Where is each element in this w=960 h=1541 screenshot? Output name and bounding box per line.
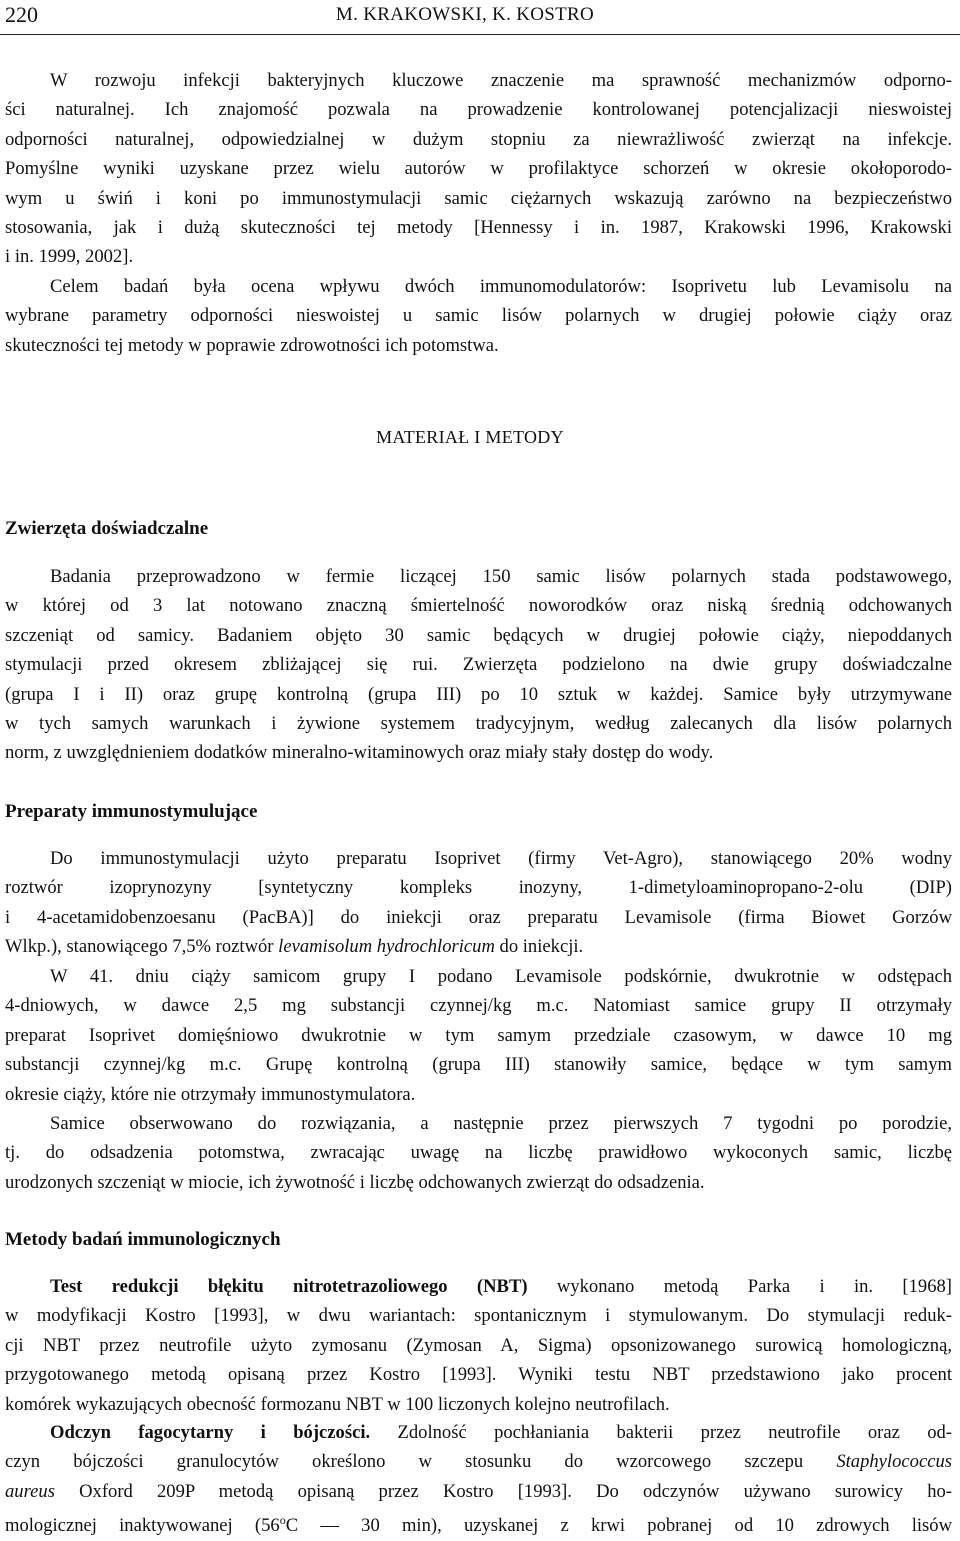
- intro-paragraph-1: [5, 66, 952, 272]
- degree-superscript: o: [279, 1513, 286, 1528]
- preparations-paragraph-1: [5, 844, 952, 962]
- text-line: Badania przeprowadzono w fermie liczącej 150 samic lisów polarnych stada podstawowego,: [50, 566, 952, 587]
- preparations-paragraph-2: [5, 962, 952, 1109]
- text-line: i in. 1999, 2002].: [5, 246, 134, 268]
- text-line: cji NBT przez neutrofile użyto zymosanu (Zymosan A, Sigma) opsonizowanego surowicą homologiczną,: [5, 1334, 952, 1356]
- text-line: preparat Isoprivet domięśniowo dwukrotnie w tym samym przedziale czasowym, w dawce 10 mg: [5, 1024, 952, 1046]
- text-line: stymulacji przed okresem zbliżającej się rui. Zwierzęta podzielono na dwie grupy doświadczalne: [5, 654, 952, 676]
- nbt-paragraph: [5, 1272, 952, 1419]
- heading-animals: Zwierzęta doświadczalne: [5, 518, 209, 539]
- text-run: Zdolność pochłaniania bakterii przez neutrofile oraz od-: [370, 1422, 952, 1443]
- text-run: Wlkp.), stanowiącego 7,5% roztwór: [5, 936, 279, 958]
- text-line: Pomyślne wyniki uzyskane przez wielu autorów w profilaktyce schorzeń w okresie okołoporodo-: [5, 158, 952, 180]
- text-run: czyn bójczości granulocytów określono w stosunku do wzorcowego szczepu: [5, 1451, 837, 1473]
- text-line: [5, 1418, 952, 1447]
- phagocytosis-paragraph: [5, 1418, 952, 1541]
- text-line: norm, z uwzględnieniem dodatków mineralno-witaminowych oraz miały stały dostęp do wody.: [5, 742, 714, 764]
- text-line: [5, 932, 952, 961]
- text-line: Celem badań była ocena wpływu dwóch immunomodulatorów: Isoprivetu lub Levamisolu na: [50, 276, 952, 297]
- preparations-paragraph-3: [5, 1109, 952, 1197]
- text-line: (grupa I i II) oraz grupę kontrolną (grupa III) po 10 sztuk w każdej. Samice były utrzymywane: [5, 683, 952, 705]
- animals-paragraph: [5, 562, 952, 768]
- text-line: okresie ciąży, które nie otrzymały immunostymulatora.: [5, 1083, 416, 1105]
- heading-methods: Metody badań immunologicznych: [5, 1229, 281, 1250]
- section-title: MATERIAŁ I METODY: [376, 427, 564, 447]
- text-line: Samice obserwowano do rozwiązania, a następnie przez pierwszych 7 tygodni po porodzie,: [50, 1113, 952, 1134]
- italic-term: levamisolum hydrochloricum: [278, 936, 495, 958]
- text-line: 4-dniowych, w dawce 2,5 mg substancji czynnej/kg m.c. Natomiast samice grupy II otrzymały: [5, 995, 952, 1017]
- text-run: Oxford 209P metodą opisaną przez Kostro [1993]. Do odczynów używano surowicy ho-: [54, 1480, 952, 1502]
- text-line: W rozwoju infekcji bakteryjnych kluczowe znaczenie ma sprawność mechanizmów odporno-: [50, 70, 952, 91]
- phagocytosis-title: Odczyn fagocytarny i bójczości.: [50, 1422, 371, 1443]
- intro-paragraph-2: [5, 272, 952, 360]
- page-number: 220: [5, 2, 38, 27]
- text-line: przygotowanego metodą opisaną przez Kostro [1993]. Wyniki testu NBT przedstawiono jako procent: [5, 1364, 952, 1386]
- text-line: roztwór izoprynozyny [syntetyczny kompleks inozyny, 1-dimetyloaminopropano-2-olu (DIP): [5, 877, 952, 899]
- text-line: substancji czynnej/kg m.c. Grupę kontrolną (grupa III) stanowiły samice, będące w tym samym: [5, 1054, 952, 1076]
- text-line: stosowania, jak i dużą skuteczności tej metody [Hennessy i in. 1987, Krakowski 1996, Krakowski: [5, 217, 952, 239]
- text-line: ści naturalnej. Ich znajomość pozwala na prowadzenie kontrolowanej potencjalizacji nieswoistej: [5, 99, 952, 121]
- nbt-test-title: Test redukcji błękitu nitrotetrazoliowego (NBT): [50, 1276, 528, 1297]
- text-line: komórek wykazujących obecność formozanu NBT w 100 liczonych kolejno neutrofilach.: [5, 1393, 670, 1415]
- heading-preparations: Preparaty immunostymulujące: [5, 801, 258, 822]
- text-run: mologicznej inaktywowanej (56: [5, 1515, 280, 1537]
- running-header: [5, 0, 955, 30]
- text-line: [5, 1447, 952, 1476]
- text-line: [5, 1506, 952, 1541]
- header-rule: [0, 34, 960, 35]
- text-line: odporności naturalnej, odpowiedzialnej w dużym stopniu za niewrażliwość zwierząt na infekcje.: [5, 128, 952, 150]
- text-run: do iniekcji.: [494, 936, 584, 958]
- text-run: wykonano metodą Parka i in. [1968]: [527, 1276, 953, 1297]
- text-line: urodzonych szczeniąt w miocie, ich żywotność i liczbę odchowanych zwierząt do odsadzenia.: [5, 1171, 705, 1193]
- text-line: w modyfikacji Kostro [1993], w dwu wariantach: spontanicznym i stymulowanym. Do stymulacji reduk-: [5, 1305, 952, 1327]
- text-run: C — 30 min), uzyskanej z krwi pobranej od 10 zdrowych lisów: [285, 1515, 953, 1537]
- text-line: w której od 3 lat notowano znaczną śmiertelność noworodków oraz niską średnią odchowanych: [5, 595, 952, 617]
- italic-term: Staphylococcus: [836, 1451, 952, 1473]
- text-line: [5, 1272, 952, 1301]
- text-line: i 4-acetamidobenzoesanu (PacBA)] do iniekcji oraz preparatu Levamisole (firma Biowet Gorzów: [5, 906, 952, 928]
- text-line: skuteczności tej metody w poprawie zdrowotności ich potomstwa.: [5, 334, 499, 356]
- italic-term: aureus: [5, 1480, 55, 1502]
- text-line: w tych samych warunkach i żywione systemem tradycyjnym, według zalecanych dla lisów polarnych: [5, 713, 952, 735]
- running-header-authors: M. KRAKOWSKI, K. KOSTRO: [335, 4, 595, 25]
- text-line: Do immunostymulacji użyto preparatu Isoprivet (firmy Vet-Agro), stanowiącego 20% wodny: [50, 848, 952, 869]
- text-line: wybrane parametry odporności nieswoistej u samic lisów polarnych w drugiej połowie ciąży oraz: [5, 305, 952, 327]
- text-line: wym u świń i koni po immunostymulacji samic ciężarnych wskazują zarówno na bezpieczeństwo: [5, 187, 952, 209]
- text-line: tj. do odsadzenia potomstwa, zwracając uwagę na liczbę prawidłowo wykoconych samic, liczbę: [5, 1142, 952, 1164]
- text-line: [5, 1477, 952, 1506]
- text-line: W 41. dniu ciąży samicom grupy I podano Levamisole podskórnie, dwukrotnie w odstępach: [50, 966, 952, 987]
- text-line: szczeniąt od samicy. Badaniem objęto 30 samic będących w drugiej połowie ciąży, niepoddanych: [5, 624, 952, 646]
